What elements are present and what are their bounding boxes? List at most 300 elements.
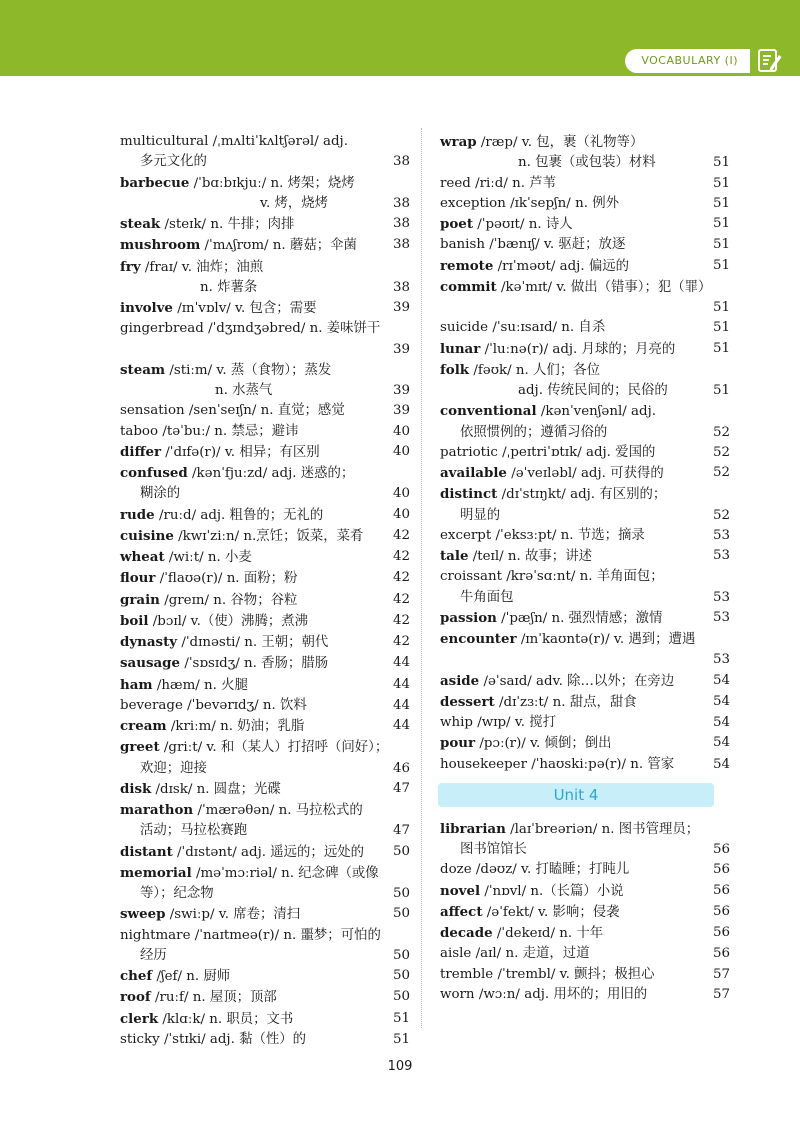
entry-word: novel (440, 882, 481, 899)
entry-definition: n. 炸薯条 (200, 279, 258, 295)
entry-page: 40 (392, 486, 410, 502)
entry-word: nightmare (120, 927, 191, 943)
vocab-entry (440, 235, 730, 255)
entry-line (440, 463, 730, 484)
entry-definition: /əˈsaɪd/ adv. 除…以外；在旁边 (483, 673, 675, 689)
entry-page: 40 (392, 423, 410, 439)
entry-line (440, 965, 730, 985)
entry-word: commit (440, 278, 497, 295)
vocab-entry (120, 800, 410, 842)
entry-word: dynasty (120, 634, 178, 650)
entry-continuation (120, 884, 410, 904)
vocab-entry (440, 567, 730, 608)
entry-page: 40 (392, 443, 410, 459)
vocab-entry (440, 902, 730, 923)
entry-definition: /ˈsuːɪsaɪd/ n. 自杀 (492, 320, 606, 336)
entry-definition: /rɪˈməʊt/ adj. 偏远的 (497, 258, 629, 274)
entry-line (120, 214, 410, 235)
entry-line (120, 987, 410, 1008)
entry-definition: /wiːt/ n. 小麦 (168, 550, 252, 565)
entry-definition: /kwɪˈziːn/ n.烹饪；饭菜，菜肴 (178, 528, 364, 544)
entry-line (120, 737, 410, 758)
entry-definition: v. 烤，烧烤 (260, 195, 329, 211)
vocab-entry (440, 277, 730, 319)
entry-page: 38 (392, 216, 410, 231)
entry-definition: /pɔː(r)/ v. 倾倒；倒出 (479, 736, 612, 752)
entry-definition: /griːt/ v. 和（某人）打招呼（问好）； (163, 740, 389, 756)
entry-definition: 糊涂的 (140, 486, 181, 502)
entry-page: 42 (392, 527, 410, 543)
entry-definition: /ˈflaʊə(r)/ n. 面粉；粉 (159, 571, 298, 587)
entry-definition: /ˈpæʃn/ n. 强烈情感；激情 (501, 610, 663, 626)
entry-page: 50 (392, 906, 410, 922)
entry-word: barbecue (120, 174, 190, 191)
entry-line (440, 755, 730, 775)
entry-definition: /kənˈvenʃənl/ adj. (540, 404, 656, 420)
entry-line (120, 632, 410, 653)
entry-line (440, 277, 730, 298)
entry-line (440, 629, 730, 650)
entry-line (440, 174, 730, 194)
entry-line (440, 194, 730, 214)
entry-definition: /ˈdɪstənt/ adj. 遥远的；远处的 (177, 844, 364, 860)
entry-line (120, 132, 410, 152)
entry-page: 54 (712, 735, 730, 751)
notebook-pencil-icon (756, 46, 782, 74)
entry-page: 51 (392, 1031, 410, 1047)
entry-line (440, 546, 730, 567)
entry-page: 56 (712, 862, 730, 878)
entry-word: tale (440, 548, 469, 564)
entry-definition: /klɑːk/ n. 职员；文书 (162, 1011, 294, 1027)
entry-word: disk (120, 780, 152, 797)
vocab-entry (120, 863, 410, 905)
entry-word: conventional (440, 403, 537, 420)
vocab-entry (120, 526, 410, 547)
entry-definition: /ˈdɪfə(r)/ v. 相异；有区别 (165, 444, 320, 460)
entry-page: 53 (712, 589, 730, 605)
vocab-entry (120, 505, 410, 526)
entry-page: 42 (392, 634, 410, 649)
entry-page: 52 (712, 424, 730, 440)
entry-definition: /kriːm/ n. 奶油；乳脂 (170, 719, 305, 734)
entry-word: rude (120, 506, 155, 523)
entry-word: marathon (120, 802, 194, 818)
entry-page: 44 (392, 697, 410, 713)
entry-page: 39 (392, 383, 410, 398)
entry-page: 53 (712, 527, 730, 543)
entry-definition: 图书馆馆长 (460, 842, 527, 857)
entry-line (440, 733, 730, 754)
vocab-entry (120, 842, 410, 863)
entry-word: grain (120, 591, 160, 608)
entry-line (440, 671, 730, 692)
entry-page: 53 (712, 609, 730, 625)
entry-continuation (120, 484, 410, 504)
entry-definition: /ˈnɒvl/ n.（长篇）小说 (484, 883, 624, 899)
entry-word: decade (440, 925, 493, 941)
vocab-entry (440, 339, 730, 360)
page-number: 109 (387, 1059, 413, 1074)
entry-line (120, 1030, 410, 1050)
entry-word: multicultural (120, 134, 209, 149)
entry-page: 50 (392, 886, 410, 901)
entry-page: 51 (712, 300, 730, 315)
entry-word: sweep (120, 906, 166, 923)
entry-word: available (440, 465, 507, 481)
entry-definition: /ˈnaɪtmeə(r)/ n. 噩梦；可怕的 (194, 927, 381, 943)
vocab-entry (440, 526, 730, 546)
entry-page: 50 (392, 989, 410, 1005)
entry-definition: /bɔɪl/ v.（使）沸腾；煮沸 (152, 613, 309, 629)
entry-page: 44 (392, 655, 410, 671)
vocab-entry (440, 985, 730, 1005)
entry-definition: 活动；马拉松赛跑 (140, 823, 248, 839)
entry-line (440, 360, 730, 381)
entry-definition: /kənˈfjuːzd/ adj. 迷惑的； (192, 466, 355, 481)
entry-word: wheat (120, 549, 165, 565)
entry-page: 39 (392, 300, 410, 315)
entry-line (440, 214, 730, 235)
vocab-entry (120, 779, 410, 800)
entry-line (440, 713, 730, 733)
entry-line (120, 653, 410, 674)
entry-definition: /fəʊk/ n. 人们；各位 (473, 362, 600, 378)
entry-word: dessert (440, 693, 495, 710)
entry-word: encounter (440, 631, 517, 647)
entry-line (120, 526, 410, 547)
vocabulary-label: VOCABULARY (I) (625, 49, 750, 73)
entry-definition: 经历 (140, 947, 167, 963)
entry-page: 51 (712, 340, 730, 356)
entry-definition: /əˈveɪləbl/ adj. 可获得的 (511, 466, 664, 481)
entry-page: 44 (392, 676, 410, 692)
column-divider (421, 128, 422, 1028)
entry-definition: /ˈdekeɪd/ n. 十年 (496, 926, 604, 941)
vocab-entry (440, 194, 730, 214)
entry-word: worn (440, 986, 475, 1002)
entry-definition: n. 水蒸气 (215, 383, 273, 398)
vocab-entry (120, 987, 410, 1008)
entry-word: sausage (120, 655, 181, 672)
entry-definition: /dɪˈstɪŋkt/ adj. 有区别的； (501, 487, 667, 503)
entry-line (120, 298, 410, 319)
entry-page: 51 (712, 216, 730, 231)
entry-page: 52 (712, 507, 730, 523)
entry-page: 50 (392, 843, 410, 859)
entry-page: 53 (712, 548, 730, 563)
entry-page: 56 (712, 946, 730, 962)
vocab-entry (440, 881, 730, 902)
entry-definition: /hæm/ n. 火腿 (156, 677, 248, 693)
entry-definition: /ræp/ v. 包，裹（礼物等） (480, 135, 644, 150)
entry-continuation (120, 278, 410, 298)
unit-entry-list (440, 819, 730, 1005)
entry-line (120, 173, 410, 194)
entry-word: sensation (120, 403, 185, 419)
entry-definition: /dɪsk/ n. 圆盘；光碟 (155, 781, 281, 797)
entry-page: 42 (392, 549, 410, 564)
entry-page: 39 (392, 341, 410, 357)
entry-definition: /ruːd/ adj. 粗鲁的；无礼的 (158, 507, 324, 523)
entry-definition: /wɪp/ v. 搅打 (477, 715, 557, 730)
entry-page: 46 (392, 760, 410, 776)
entry-line (120, 401, 410, 421)
entry-word: lunar (440, 340, 481, 357)
entry-word: greet (120, 739, 160, 756)
entry-line (440, 132, 730, 153)
entry-definition: 牛角面包 (460, 589, 514, 605)
entry-definition: /ˈtrembl/ v. 颤抖；极担心 (497, 966, 655, 982)
vocab-entry (120, 547, 410, 568)
entry-word: aisle (440, 946, 472, 962)
vocab-entry (120, 696, 410, 716)
vocab-entry (120, 716, 410, 737)
entry-definition: 明显的 (460, 507, 501, 523)
entry-definition: 依照惯例的；遵循习俗的 (460, 424, 608, 440)
entry-word: whip (440, 715, 473, 730)
entry-word: librarian (440, 820, 506, 837)
entry-page: 47 (392, 780, 410, 796)
vocab-entry (120, 319, 410, 360)
entry-continuation (120, 152, 410, 172)
vocab-entry (120, 653, 410, 674)
entry-line (120, 1009, 410, 1030)
entry-definition: /ˈbɑːbɪkjuː/ n. 烤架；烧烤 (193, 175, 355, 191)
vocab-entry (120, 611, 410, 632)
entry-word: flour (120, 570, 156, 587)
entry-word: steak (120, 216, 161, 232)
vocab-entry (440, 214, 730, 235)
entry-definition: 欢迎；迎接 (140, 760, 207, 776)
entry-word: passion (440, 609, 497, 626)
entry-page: 50 (392, 968, 410, 983)
entry-word: mushroom (120, 237, 201, 254)
entry-word: banish (440, 237, 485, 253)
entry-definition: /ˈdɪnəsti/ n. 王朝；朝代 (181, 635, 329, 650)
entry-continuation (120, 381, 410, 401)
entry-continuation (120, 340, 410, 360)
entry-definition: /ˈdʒɪndʒəbred/ n. 姜味饼干 (208, 321, 381, 337)
entry-line (440, 944, 730, 964)
entry-word: boil (120, 612, 149, 629)
entry-word: confused (120, 465, 188, 481)
vocab-entry (440, 174, 730, 194)
vocab-entry (120, 401, 410, 421)
entry-continuation (440, 298, 730, 318)
entry-line (440, 235, 730, 255)
entry-word: steam (120, 361, 166, 378)
entry-page: 56 (712, 842, 730, 857)
entry-page: 54 (712, 672, 730, 688)
entry-definition: /greɪn/ n. 谷物；谷粒 (164, 592, 298, 608)
entry-word: taboo (120, 423, 159, 439)
vocab-entry (440, 944, 730, 964)
entry-continuation (440, 840, 730, 860)
entry-definition: /ruːf/ n. 屋顶；顶部 (154, 990, 277, 1006)
entry-line (440, 923, 730, 944)
entry-definition: /ˌpeɪtriˈɒtɪk/ adj. 爱国的 (502, 444, 656, 460)
entry-line (120, 800, 410, 821)
entry-page: 51 (712, 320, 730, 336)
entry-continuation (120, 759, 410, 779)
entry-definition: /stiːm/ v. 蒸（食物）；蒸发 (169, 362, 332, 378)
entry-page: 56 (712, 903, 730, 919)
entry-page: 56 (712, 882, 730, 898)
entry-page: 52 (712, 444, 730, 460)
vocab-entry (440, 132, 730, 174)
entry-word: involve (120, 300, 173, 316)
entry-word: affect (440, 903, 483, 920)
entry-definition: /ˈluːnə(r)/ adj. 月球的；月亮的 (484, 341, 676, 357)
entry-definition: /steɪk/ n. 牛排；肉排 (164, 217, 295, 232)
entry-word: differ (120, 443, 162, 460)
vocab-entry (120, 966, 410, 987)
entry-page: 39 (392, 403, 410, 419)
entry-line (120, 568, 410, 589)
entry-page: 56 (712, 925, 730, 940)
entry-page: 51 (712, 257, 730, 273)
vocab-entry (120, 590, 410, 611)
entry-word: chef (120, 968, 153, 984)
entry-word: roof (120, 989, 151, 1006)
entry-word: croissant (440, 569, 502, 585)
entry-line (440, 526, 730, 546)
entry-page: 52 (712, 465, 730, 480)
vocab-entry (440, 608, 730, 629)
vocab-entry (440, 484, 730, 526)
entry-word: suicide (440, 320, 489, 336)
vocab-entry (120, 173, 410, 215)
vocab-entry (440, 443, 730, 463)
entry-page: 51 (712, 195, 730, 211)
vocab-entry (120, 214, 410, 235)
entry-definition: /wɔːn/ adj. 用坏的；用旧的 (478, 986, 648, 1002)
entry-line (120, 422, 410, 442)
vocab-entry (440, 256, 730, 277)
entry-line (120, 904, 410, 925)
entry-definition: /krəˈsɑːnt/ n. 羊角面包； (506, 569, 664, 585)
unit-heading: Unit 4 (438, 783, 714, 807)
entry-line (120, 611, 410, 632)
entry-page: 54 (712, 756, 730, 772)
vocab-entry (120, 632, 410, 653)
vocab-entry (120, 904, 410, 925)
entry-continuation (440, 423, 730, 443)
vocab-entry (120, 422, 410, 442)
entry-definition: /dəʊz/ v. 打瞌睡；打盹儿 (475, 862, 630, 878)
entry-definition: /ɪkˈsepʃn/ n. 例外 (510, 195, 619, 211)
entry-definition: /swiːp/ v. 席卷；清扫 (169, 907, 301, 923)
entry-page: 51 (712, 383, 730, 398)
entry-line (120, 926, 410, 946)
entry-continuation (440, 588, 730, 608)
left-column (120, 132, 410, 1050)
vocab-entry (120, 235, 410, 256)
vocab-entry (440, 360, 730, 402)
entry-line (120, 505, 410, 526)
entry-word: ham (120, 676, 153, 693)
entry-line (440, 860, 730, 880)
entry-word: cuisine (120, 527, 174, 544)
entry-definition: n. 包裹（或包装）材料 (518, 155, 656, 171)
vocab-entry (440, 860, 730, 880)
entry-definition: /aɪl/ n. 走道，过道 (475, 946, 590, 962)
entry-page: 38 (392, 154, 410, 170)
entry-word: patriotic (440, 444, 498, 460)
entry-line (120, 319, 410, 339)
vocab-entry (120, 442, 410, 463)
entry-definition: 等）；纪念物 (140, 886, 214, 901)
entry-line (120, 463, 410, 484)
entry-line (120, 675, 410, 696)
entry-definition: /laɪˈbreəriən/ n. 图书管理员； (510, 821, 700, 837)
entry-page: 38 (392, 279, 410, 295)
entry-page: 54 (712, 693, 730, 709)
entry-continuation (120, 821, 410, 841)
entry-definition: /ˈbænɪʃ/ v. 驱赶；放逐 (489, 237, 626, 253)
entry-word: distant (120, 843, 173, 860)
entry-line (120, 696, 410, 716)
vocab-entry (440, 629, 730, 671)
entry-page: 38 (392, 195, 410, 211)
entry-word: poet (440, 216, 473, 232)
entry-line (120, 257, 410, 278)
entry-word: exception (440, 195, 506, 211)
entry-line (440, 881, 730, 902)
vocab-entry (120, 1009, 410, 1030)
entry-line (440, 985, 730, 1005)
right-column (440, 132, 730, 1005)
entry-line (120, 842, 410, 863)
entry-word: aside (440, 672, 480, 689)
vocab-entry (120, 675, 410, 696)
entry-page: 57 (712, 966, 730, 982)
vocab-entry (440, 401, 730, 443)
entry-line (120, 235, 410, 256)
vocab-entry (440, 713, 730, 733)
entry-definition: /ˈmærəθən/ n. 马拉松式的 (197, 803, 363, 818)
entry-word: cream (120, 718, 167, 734)
entry-continuation (440, 506, 730, 526)
entry-word: folk (440, 361, 470, 378)
entry-word: tremble (440, 966, 494, 982)
entry-word: beverage (120, 697, 183, 713)
entry-word: doze (440, 862, 472, 878)
entry-word: memorial (120, 864, 192, 881)
entry-definition: /ɪnˈkaʊntə(r)/ v. 遇到；遭遇 (520, 632, 696, 647)
vocab-entry (440, 733, 730, 754)
entry-word: gingerbread (120, 321, 204, 337)
vocab-entry (120, 568, 410, 589)
entry-definition: /teɪl/ n. 故事；讲述 (472, 549, 592, 564)
vocab-entry (440, 318, 730, 338)
entry-word: reed (440, 175, 471, 191)
vocab-entry (440, 671, 730, 692)
entry-definition: /ˈsɒsɪdʒ/ n. 香肠；腊肠 (184, 656, 329, 672)
entry-word: housekeeper (440, 756, 527, 772)
entry-line (440, 401, 730, 422)
entry-definition: 多元文化的 (140, 154, 207, 170)
entry-page: 44 (392, 718, 410, 733)
vocab-entry (120, 132, 410, 173)
entry-word: sticky (120, 1031, 160, 1047)
entry-word: excerpt (440, 527, 492, 543)
entry-definition: /senˈseɪʃn/ n. 直觉；感觉 (188, 403, 345, 419)
entry-definition: /ˈbevərɪdʒ/ n. 饮料 (187, 697, 307, 713)
vocab-entry (440, 819, 730, 861)
entry-page: 47 (392, 823, 410, 839)
